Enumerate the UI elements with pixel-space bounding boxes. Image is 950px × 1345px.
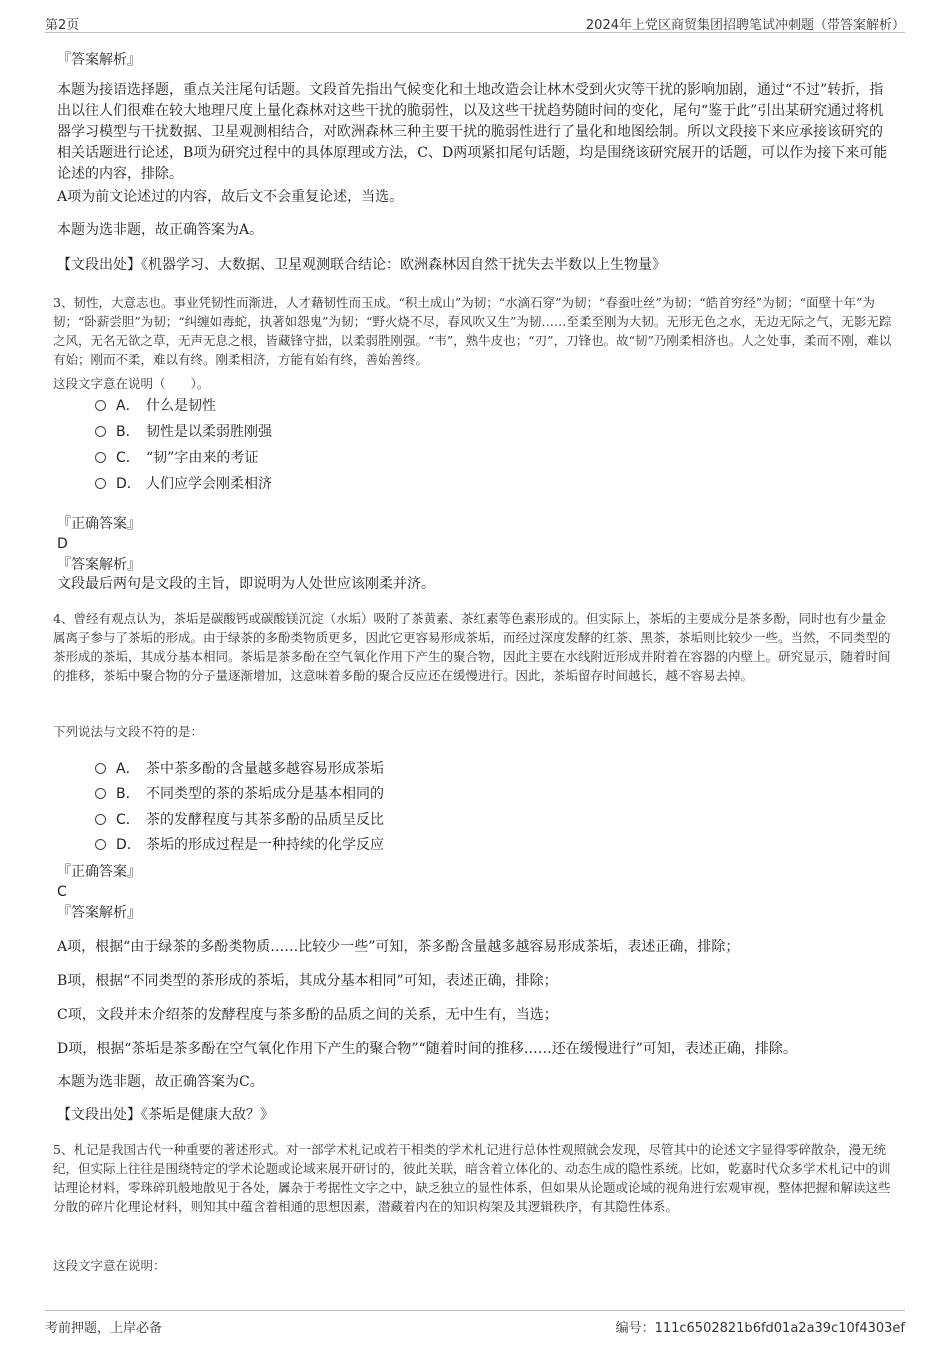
q2-conclusion: 本题为选非题，故正确答案为A。 [57,222,264,238]
q4-answer: C [57,884,67,900]
radio-icon[interactable] [95,400,106,411]
q3-passage: 3、韧性，大意志也。事业凭韧性而渐进，人才藉韧性而玉成。“积土成山”为韧；“水滴石穿”为韧；“春蚕吐丝”为韧；“皓首穷经”为韧；“面壁十年”为韧；“卧薪尝胆”为韧；“纠缠如毒蛇，执著如怨鬼”为韧；“野火烧不尽，春风吹又生”为韧……至柔至刚为大韧。无形无色之水，无边无际之气，无影无踪之风，无名无欲之草，无声无息之根，皆藏锋守拙，以柔弱胜刚强。“韦”，熟牛皮也；“刃”，刀锋也。故“韧”乃刚柔相济也。人之处事，柔而不刚，难以有始；刚而不柔，难以有终。刚柔相济，方能有始有终，善始善终。 [53,295,892,367]
q4-option-b[interactable]: B． 不同类型的茶的茶垢成分是基本相同的 [95,784,384,804]
document-title: 2024年上党区商贸集团招聘笔试冲刺题（带答案解析） [585,18,905,33]
q3-option-b[interactable]: B． 韧性是以柔弱胜刚强 [95,422,272,442]
page-footer [45,1310,905,1335]
radio-icon[interactable] [95,452,106,463]
q4-answer-label: 『正确答案』 [57,864,141,880]
q4-option-a[interactable]: A． 茶中茶多酚的含量越多越容易形成茶垢 [95,759,384,779]
q3-question: 这段文字意在说明（ ）。 [53,376,210,391]
q3-option-c[interactable]: C． “韧”字由来的考证 [95,448,258,468]
q4-analysis-line-b: B项，根据“不同类型的茶形成的茶垢，其成分基本相同”可知，表述正确，排除； [57,973,558,989]
q4-option-d[interactable]: D． 茶垢的形成过程是一种持续的化学反应 [95,835,384,855]
q3-option-a[interactable]: A． 什么是韧性 [95,396,216,416]
q4-analysis-label: 『答案解析』 [57,905,141,921]
page-header [45,10,905,33]
q3-option-d[interactable]: D． 人们应学会刚柔相济 [95,474,272,494]
radio-icon[interactable] [95,839,106,850]
page-number: 第2页 [45,18,80,33]
q5-passage: 5、札记是我国古代一种重要的著述形式。对一部学术札记或若干相类的学术札记进行总体性观照就会发现，尽管其中的论述文字显得零碎散杂，漫无统纪，但实际上往往是围绕特定的学术论题或论域来展开研讨的，彼此关联，暗含着立体化的、动态生成的隐性系统。比如，乾嘉时代众多学术札记中的训诂理论材料，零珠碎玑般地散见于各处，羼杂于考据性文字之中，缺乏独立的显性体系，但如果从论题或论域的视角进行宏观审视，整体把握和解读这些分散的碎片化理论材料，则知其中蕴含着相通的思想因素，潜藏着内在的知识构架及其逻辑秩序，有其隐性体系。 [53,1142,891,1214]
radio-icon[interactable] [95,814,106,825]
q4-conclusion: 本题为选非题，故正确答案为C。 [57,1074,264,1090]
document-code: 编号：111c6502821b6fd01a2a39c10f4303ef [615,1321,905,1336]
radio-icon[interactable] [95,788,106,799]
radio-icon[interactable] [95,426,106,437]
q2-source: 【文段出处】《机器学习、大数据、卫星观测联合结论：欧洲森林因自然干扰失去半数以上生物量》 [57,257,666,273]
q4-analysis-line-d: D项，根据“茶垢是茶多酚在空气氧化作用下产生的聚合物”“随着时间的推移……还在缓慢进行”可知，表述正确，排除。 [57,1041,797,1057]
q4-analysis-line-a: A项，根据“由于绿茶的多酚类物质……比较少一些”可知，茶多酚含量越多越容易形成茶垢，表述正确，排除； [57,939,740,955]
q4-source: 【文段出处】《茶垢是健康大敌？》 [57,1107,274,1123]
q3-analysis: 文段最后两句是文段的主旨，即说明为人处世应该刚柔并济。 [57,576,435,592]
q2-analysis-label: 『答案解析』 [57,52,141,68]
q3-analysis-label: 『答案解析』 [57,557,141,573]
q4-option-c[interactable]: C． 茶的发酵程度与其茶多酚的品质呈反比 [95,810,384,830]
q4-analysis-line-c: C项，文段并未介绍茶的发酵程度与茶多酚的品质之间的关系，无中生有，当选； [57,1007,558,1023]
footer-slogan: 考前押题，上岸必备 [45,1321,163,1336]
q3-answer: D [57,536,68,552]
q2-analysis-text: 本题为接语选择题，重点关注尾句话题。文段首先指出气候变化和土地改造会让林木受到火灾等干扰的影响加剧，通过“不过”转折，指出以往人们很难在较大地理尺度上量化森林对这些干扰的脆弱性，以及这些干扰趋势随时间的变化，尾句“鉴于此”引出某研究通过将机器学习模型与干扰数据、卫星观测相结合，对欧洲森林三种主要干扰的脆弱性进行了量化和地图绘制。所以文段接下来应承接该研究的相关话题进行论述，B项为研究过程中的具体原理或方法，C、D两项紧扣尾句话题，均是围绕该研究展开的话题，可以作为接下来可能论述的内容，排除。 [57,82,888,182]
q2-line-a: A项为前文论述过的内容，故后文不会重复论述，当选。 [57,189,404,205]
q4-question: 下列说法与文段不符的是： [53,724,204,739]
q3-answer-label: 『正确答案』 [57,516,141,532]
radio-icon[interactable] [95,478,106,489]
q5-question: 这段文字意在说明： [53,1258,166,1273]
q4-passage: 4、曾经有观点认为，茶垢是碳酸钙或碳酸镁沉淀（水垢）吸附了茶黄素、茶红素等色素形成的。但实际上，茶垢的主要成分是茶多酚，同时也有少量金属离子参与了茶垢的形成。由于绿茶的多酚类物质更多，因此它更容易形成茶垢，而经过深度发酵的红茶、黑茶，茶垢则比较少一些。当然，不同类型的茶形成的茶垢，其成分基本相同。茶垢是茶多酚在空气氧化作用下产生的聚合物，因此主要在水线附近形成并附着在容器的内壁上。研究显示，随着时间的推移，茶垢中聚合物的分子量逐渐增加，这意味着多酚的聚合反应还在缓慢进行。因此，茶垢留存时间越长，越不容易去掉。 [53,611,891,683]
radio-icon[interactable] [95,763,106,774]
